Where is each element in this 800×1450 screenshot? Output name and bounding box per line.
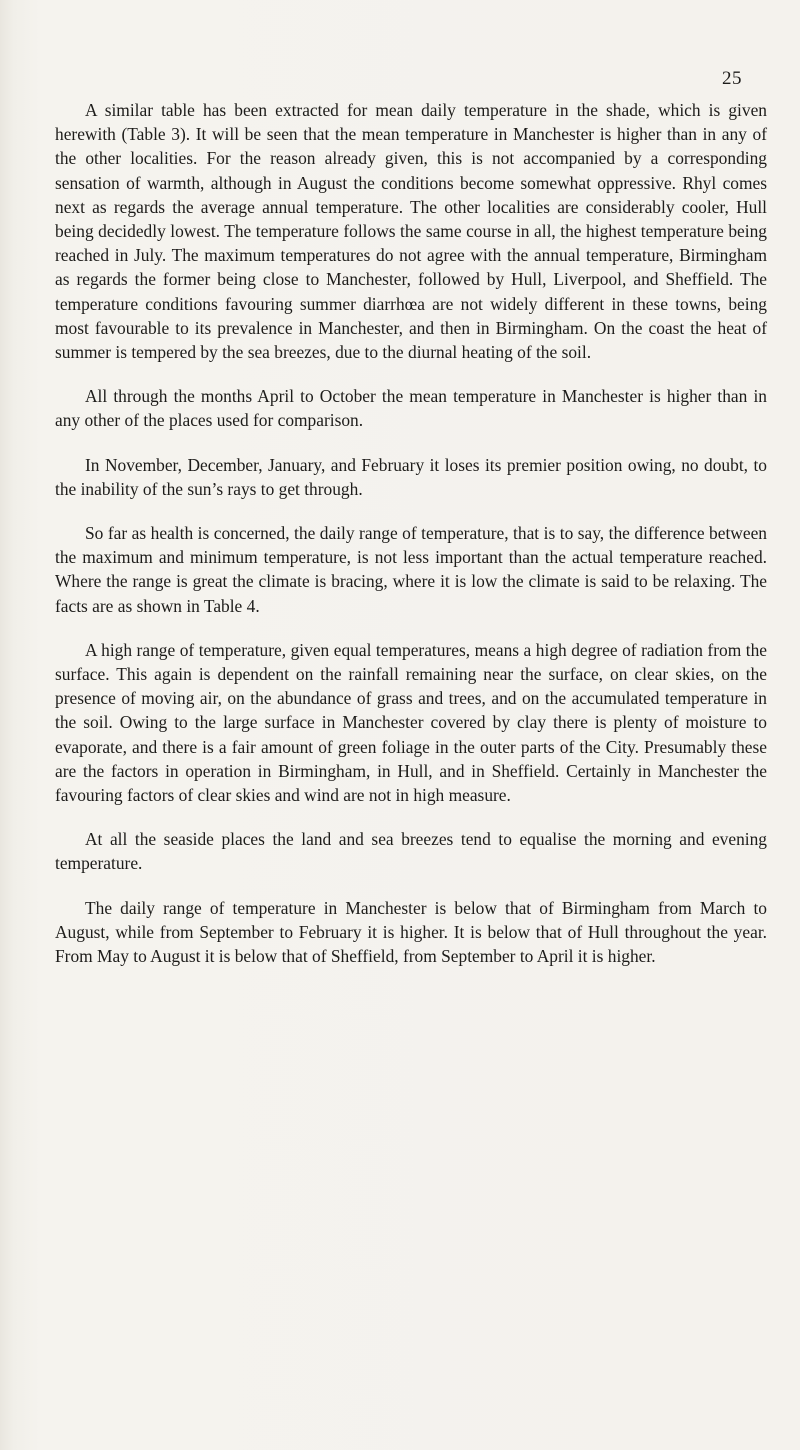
paragraph-april-october: All through the months April to October the mean temperature in Manchester is higher than in any other of the places used for comparison.	[55, 386, 767, 431]
paragraph-seaside: At all the seaside places the land and sea breezes tend to equalise the morning and evening temperature.	[55, 829, 767, 874]
paragraph-winter-months: In November, December, January, and February it loses its premier position owing, no doubt, to the inability of the sun’s rays to get through.	[55, 454, 767, 499]
paragraph-mean-temperature: A similar table has been extracted for mean daily temperature in the shade, which is given herewith (Table 3). It will be seen that the mean temperature in Manchester is higher than in any of the other localities. For the reason already given, this is not accompanied by a corresponding sensation of warmth, although in August the conditions become somewhat oppressive. Rhyl comes next as regards the average annual temperature. The other localities are considerably cooler, Hull being decidedly lowest. The temperature follows the same course in all, the highest temperature being reached in July. The maximum temperatures do not agree with the annual temperature, Birmingham as regards the former being close to Manchester, followed by Hull, Liverpool, and Sheffield. The temperature conditions favouring summer diarrhœa are not widely different in these towns, being most favourable to its prevalence in Manchester, and then in Birmingham. On the coast the heat of summer is tempered by the sea breezes, due to the diurnal heating of the soil.	[55, 100, 767, 363]
page-number: 25	[722, 68, 742, 89]
paragraph-radiation: A high range of temperature, given equal temperatures, means a high degree of radiation from the surface. This again is dependent on the rainfall remaining near the surface, on clear skies, on the presence of moving air, on the abundance of grass and trees, and on the accumulated temperature in the soil. Owing to the large surface in Manchester covered by clay there is plenty of moisture to evaporate, and there is a fair amount of green foliage in the outer parts of the City. Presumably these are the factors in operation in Birmingham, in Hull, and in Sheffield. Certainly in Manchester the favouring factors of clear skies and wind are not in high measure.	[55, 639, 767, 806]
body-text	[55, 98, 767, 988]
paragraph-daily-range: So far as health is concerned, the daily range of temperature, that is to say, the difference between the maximum and minimum temperature, is not less important than the actual temperature reached. Where the range is great the climate is bracing, where it is low the climate is said to be relaxing. The facts are as shown in Table 4.	[55, 523, 767, 616]
paragraph-comparison: The daily range of temperature in Manchester is below that of Birmingham from March to August, while from September to February it is higher. It is below that of Hull throughout the year. From May to August it is below that of Sheffield, from September to April it is higher.	[55, 897, 767, 967]
